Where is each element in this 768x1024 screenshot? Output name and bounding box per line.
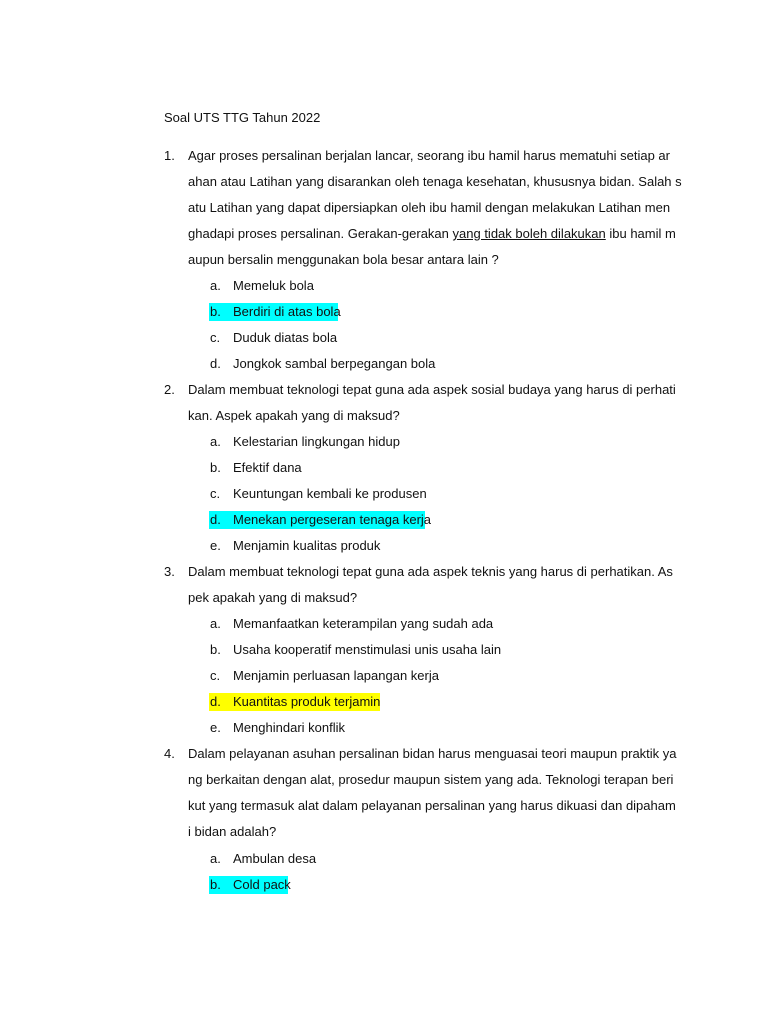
question-4-line-1: Dalam pelayanan asuhan persalinan bidan harus menguasai teori maupun praktik ya xyxy=(188,746,677,761)
question-4-line-3: kut yang termasuk alat dalam pelayanan persalinan yang harus dikuasi dan dipaham xyxy=(188,798,676,813)
q3-option-d-text: Kuantitas produk terjamin xyxy=(233,694,381,709)
q3-option-b-letter: b. xyxy=(210,642,221,657)
q3-option-e-text: Menghindari konflik xyxy=(233,720,346,735)
q1-option-d-letter: d. xyxy=(210,356,221,371)
q2-option-c-text: Keuntungan kembali ke produsen xyxy=(233,486,427,501)
question-3-number: 3. xyxy=(164,564,175,579)
q2-option-e-letter: e. xyxy=(210,538,221,553)
question-1-line-4-part-a: ghadapi proses persalinan. Gerakan-gerakan xyxy=(188,226,453,241)
q1-option-c-letter: c. xyxy=(210,330,221,345)
q4-option-a-text: Ambulan desa xyxy=(233,851,317,866)
question-1-line-4-part-c: ibu hamil m xyxy=(605,226,676,241)
q1-option-a-text: Memeluk bola xyxy=(233,278,314,293)
q2-option-b-text: Efektif dana xyxy=(233,460,302,475)
q1-option-b-letter: b. xyxy=(210,304,221,319)
question-1-line-4 xyxy=(188,225,676,243)
q2-option-c-letter: c. xyxy=(210,486,221,501)
question-3-line-1: Dalam membuat teknologi tepat guna ada aspek teknis yang harus di perhatikan. As xyxy=(188,564,673,579)
document-title: Soal UTS TTG Tahun 2022 xyxy=(164,110,321,125)
q2-option-d-letter: d. xyxy=(210,512,221,527)
question-4-line-4: i bidan adalah? xyxy=(188,824,277,839)
q1-option-d-text: Jongkok sambal berpegangan bola xyxy=(233,356,436,371)
q1-option-b-text: Berdiri di atas bola xyxy=(233,304,341,319)
q2-option-a-text: Kelestarian lingkungan hidup xyxy=(233,434,400,449)
question-2-line-2: kan. Aspek apakah yang di maksud? xyxy=(188,408,400,423)
q3-option-c-letter: c. xyxy=(210,668,221,683)
q4-option-b-text: Cold pack xyxy=(233,877,291,892)
question-2-number: 2. xyxy=(164,382,175,397)
question-4-number: 4. xyxy=(164,746,175,761)
q2-option-b-letter: b. xyxy=(210,460,221,475)
q4-option-b-letter: b. xyxy=(210,877,221,892)
q4-option-a-letter: a. xyxy=(210,851,221,866)
question-1-line-2: ahan atau Latihan yang disarankan oleh tenaga kesehatan, khususnya bidan. Salah s xyxy=(188,174,682,189)
q3-option-a-text: Memanfaatkan keterampilan yang sudah ada xyxy=(233,616,494,631)
underlined-phrase: yang tidak boleh dilakukan xyxy=(452,226,606,241)
question-3-line-2: pek apakah yang di maksud? xyxy=(188,590,358,605)
q3-option-c-text: Menjamin perluasan lapangan kerja xyxy=(233,668,439,683)
question-4-line-2: ng berkaitan dengan alat, prosedur maupun sistem yang ada. Teknologi terapan beri xyxy=(188,772,674,787)
q2-option-a-letter: a. xyxy=(210,434,221,449)
q3-option-b-text: Usaha kooperatif menstimulasi unis usaha lain xyxy=(233,642,502,657)
q2-option-e-text: Menjamin kualitas produk xyxy=(233,538,381,553)
q1-option-c-text: Duduk diatas bola xyxy=(233,330,338,345)
question-1-line-1: Agar proses persalinan berjalan lancar, seorang ibu hamil harus mematuhi setiap ar xyxy=(188,148,670,163)
q3-option-e-letter: e. xyxy=(210,720,221,735)
q2-option-d-text: Menekan pergeseran tenaga kerja xyxy=(233,512,432,527)
question-1-number: 1. xyxy=(164,148,175,163)
q1-option-a-letter: a. xyxy=(210,278,221,293)
question-1-line-5: aupun bersalin menggunakan bola besar antara lain ? xyxy=(188,252,499,267)
q3-option-d-letter: d. xyxy=(210,694,221,709)
question-2-line-1: Dalam membuat teknologi tepat guna ada aspek sosial budaya yang harus di perhati xyxy=(188,382,676,397)
question-1-line-3: atu Latihan yang dapat dipersiapkan oleh ibu hamil dengan melakukan Latihan men xyxy=(188,200,671,215)
q3-option-a-letter: a. xyxy=(210,616,221,631)
